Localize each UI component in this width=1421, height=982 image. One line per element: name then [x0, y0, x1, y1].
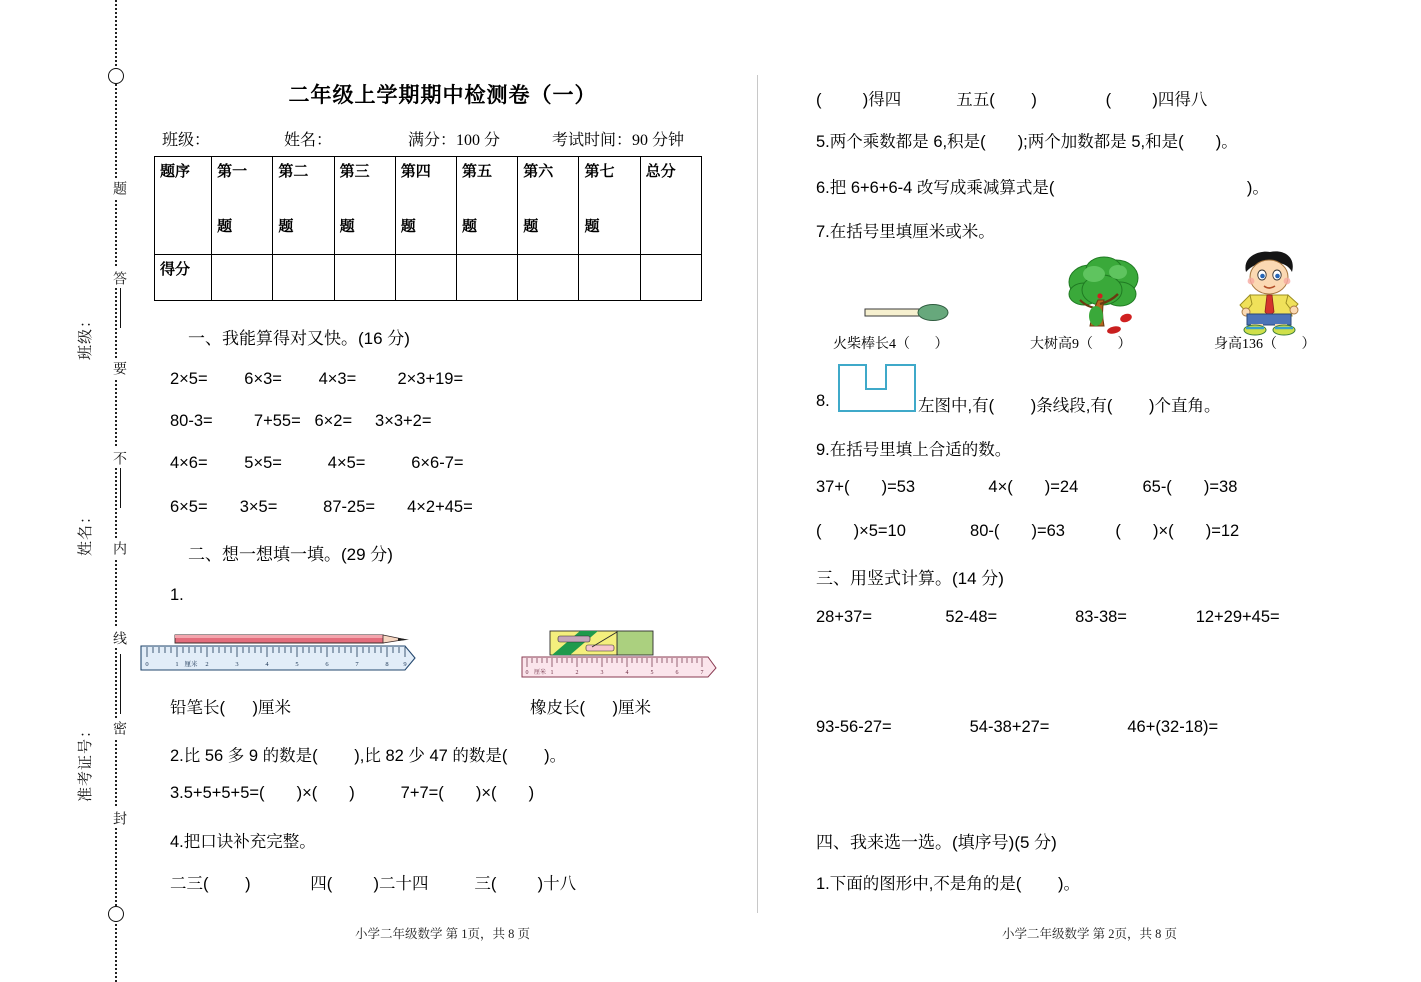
section-1-row-1: 2×5= 6×3= 4×3= 2×3+19= — [170, 370, 464, 388]
svg-text:3: 3 — [235, 661, 239, 668]
score-col-6-top: 第六 — [523, 164, 554, 180]
seal-char-6: 线 — [104, 628, 128, 648]
svg-text:厘米: 厘米 — [533, 670, 547, 676]
table-row-score — [155, 255, 702, 301]
eraser-ruler-illustration — [518, 617, 723, 684]
score-cell-2[interactable] — [273, 255, 334, 301]
section-2-q4: 4.把口诀补充完整。 — [170, 833, 316, 851]
seal-char-1: 题 — [104, 178, 128, 198]
score-col-2 — [273, 157, 334, 255]
page-1-footer: 小学二年级数学 第 1页，共 8 页 — [354, 927, 530, 941]
page-title: 二年级上学期期中检测卷（一） — [288, 83, 597, 107]
score-col-1-bot: 题 — [217, 219, 233, 235]
exam-page-1 — [128, 0, 757, 982]
seal-char-5: 内 — [104, 538, 128, 558]
score-col-6 — [518, 157, 579, 255]
section-2-q2: 2.比 56 多 9 的数是( ),比 82 少 47 的数是( )。 — [170, 747, 567, 765]
score-table — [154, 156, 702, 301]
seal-label-exam-id: 准考证号： — [78, 722, 94, 803]
pencil-length-caption: 铅笔长( )厘米 — [170, 699, 291, 717]
matchstick-illustration — [863, 300, 953, 329]
section-1-row-2: 80-3= 7+55= 6×2= 3×3+2= — [170, 412, 432, 430]
svg-text:4: 4 — [625, 670, 629, 676]
svg-text:厘米: 厘米 — [184, 661, 198, 668]
boy-caption: 身高136（ ） — [1214, 337, 1316, 352]
notched-rectangle-figure — [836, 362, 918, 419]
section-2-q9: 9.在括号里填上合适的数。 — [816, 441, 1012, 459]
score-cell-5[interactable] — [457, 255, 518, 301]
notched-rectangle-svg — [836, 362, 918, 414]
svg-text:1: 1 — [175, 661, 179, 668]
score-col-7-top: 第七 — [584, 164, 615, 180]
seal-circle-bottom — [108, 906, 124, 922]
seal-char-3: 要 — [104, 358, 128, 378]
exam-page-2 — [758, 0, 1421, 982]
svg-text:9: 9 — [403, 661, 407, 668]
q4-continued-line: ( )得四 五五( ) ( )四得八 — [816, 91, 1208, 109]
seal-label-class: 班级： — [78, 312, 94, 361]
score-col-3 — [334, 157, 395, 255]
section-2-q1-number: 1. — [170, 586, 184, 604]
svg-text:5: 5 — [295, 661, 299, 668]
section-2-q5: 5.两个乘数都是 6,积是( );两个加数都是 5,和是( )。 — [816, 133, 1238, 151]
seal-dotted-rule — [115, 0, 117, 982]
info-class-label: 班级： — [162, 132, 211, 149]
section-4-heading: 四、我来选一选。(填序号)(5 分) — [816, 833, 1057, 852]
svg-text:4: 4 — [265, 661, 269, 668]
score-cell-4[interactable] — [395, 255, 456, 301]
seal-char-7: 密 — [104, 718, 128, 738]
section-2-q4-line: 二三( ) 四( )二十四 三( )十八 — [170, 875, 577, 893]
score-col-1-top: 第一 — [217, 164, 248, 180]
svg-text:2: 2 — [205, 661, 209, 668]
svg-text:6: 6 — [325, 661, 329, 668]
seal-margin-strip — [0, 0, 128, 982]
seal-dotted-line — [104, 0, 128, 982]
svg-text:8: 8 — [385, 661, 389, 668]
svg-text:1: 1 — [550, 670, 554, 676]
info-exam-time: 考试时间：90 分钟 — [552, 132, 685, 149]
eraser-length-caption: 橡皮长( )厘米 — [530, 699, 651, 717]
score-col-4 — [395, 157, 456, 255]
score-cell-3[interactable] — [334, 255, 395, 301]
section-3-row-1: 28+37= 52-48= 83-38= 12+29+45= — [816, 608, 1280, 626]
section-1-heading: 一、我能算得对又快。(16 分) — [188, 329, 410, 348]
score-col-6-bot: 题 — [523, 219, 539, 235]
table-row-header — [155, 157, 702, 255]
svg-text:0: 0 — [525, 670, 529, 676]
score-table-row-header: 题序 — [155, 157, 212, 255]
score-cell-6[interactable] — [518, 255, 579, 301]
score-cell-7[interactable] — [579, 255, 640, 301]
tree-illustration — [1060, 256, 1156, 341]
section-2-q9-row-2: ( )×5=10 80-( )=63 ( )×( )=12 — [816, 522, 1240, 540]
seal-label-name: 姓名： — [78, 508, 94, 557]
section-2-q8-text: 左图中,有( )条线段,有( )个直角。 — [918, 397, 1221, 415]
boy-icon — [1226, 250, 1312, 336]
svg-text:0: 0 — [145, 661, 149, 668]
section-2-q3: 3.5+5+5+5=( )×( ) 7+7=( )×( ) — [170, 784, 535, 802]
section-1-row-4: 6×5= 3×5= 87-25= 4×2+45= — [170, 498, 473, 516]
pencil-on-ruler-svg — [133, 624, 423, 680]
score-col-5-bot: 题 — [462, 219, 478, 235]
matchstick-caption: 火柴棒长4（ ） — [833, 337, 949, 352]
score-col-7 — [579, 157, 640, 255]
student-info-row — [162, 127, 742, 150]
section-4-q1: 1.下面的图形中,不是角的是( )。 — [816, 875, 1081, 893]
section-2-q8-number: 8. — [816, 392, 830, 410]
seal-circle-top — [108, 68, 124, 84]
seal-char-8: 封 — [104, 808, 128, 828]
info-name-label: 姓名： — [284, 132, 333, 149]
section-2-q7: 7.在括号里填厘米或米。 — [816, 223, 995, 241]
section-2-q9-row-1: 37+( )=53 4×( )=24 65-( )=38 — [816, 478, 1238, 496]
score-col-1 — [212, 157, 273, 255]
tree-caption: 大树高9（ ） — [1030, 337, 1132, 352]
svg-text:6: 6 — [675, 670, 679, 676]
seal-char-4: 不 — [104, 448, 128, 468]
section-2-heading: 二、想一想填一填。(29 分) — [188, 545, 393, 564]
seal-char-2: 答 — [104, 268, 128, 288]
section-1-row-3: 4×6= 5×5= 4×5= 6×6-7= — [170, 454, 464, 472]
boy-illustration — [1226, 250, 1312, 341]
score-col-2-top: 第二 — [278, 164, 309, 180]
svg-text:2: 2 — [575, 670, 579, 676]
svg-text:5: 5 — [650, 670, 654, 676]
score-col-total-top: 总分 — [645, 164, 676, 180]
svg-text:3: 3 — [600, 670, 604, 676]
score-col-4-bot: 题 — [400, 219, 416, 235]
score-col-3-top: 第三 — [339, 164, 370, 180]
seal-student-fields — [48, 0, 100, 982]
svg-text:7: 7 — [700, 670, 704, 676]
score-row-label: 得分 — [155, 255, 212, 301]
svg-text:7: 7 — [355, 661, 359, 668]
score-col-5-top: 第五 — [462, 164, 493, 180]
section-3-row-2: 93-56-27= 54-38+27= 46+(32-18)= — [816, 718, 1219, 736]
score-col-total — [640, 157, 701, 255]
score-col-7-bot: 题 — [584, 219, 600, 235]
score-cell-1[interactable] — [212, 255, 273, 301]
section-2-q6: 6.把 6+6+6-4 改写成乘减算式是( )。 — [816, 179, 1269, 197]
info-full-marks: 满分：100 分 — [408, 132, 501, 149]
score-cell-total[interactable] — [640, 255, 701, 301]
pencil-ruler-illustration — [133, 624, 423, 685]
score-col-2-bot: 题 — [278, 219, 294, 235]
tree-icon — [1060, 256, 1156, 336]
eraser-on-ruler-svg — [518, 617, 723, 679]
section-3-heading: 三、用竖式计算。(14 分) — [816, 569, 1004, 588]
score-col-4-top: 第四 — [400, 164, 431, 180]
score-col-5 — [457, 157, 518, 255]
score-col-3-bot: 题 — [339, 219, 355, 235]
page-2-footer: 小学二年级数学 第 2页，共 8 页 — [1001, 927, 1177, 941]
matchstick-icon — [863, 300, 953, 324]
